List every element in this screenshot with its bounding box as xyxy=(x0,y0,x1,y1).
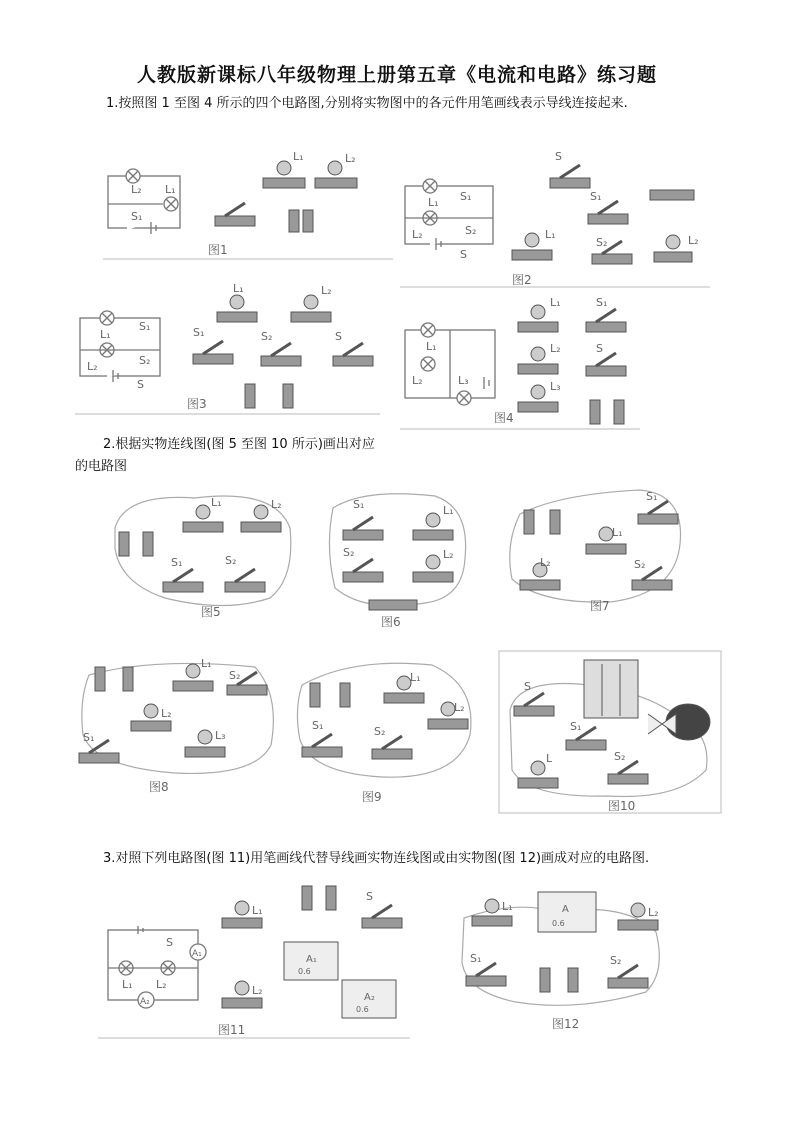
label-L1: L₁ xyxy=(165,183,176,196)
battery-icon xyxy=(283,384,293,408)
battery-icon xyxy=(143,532,153,556)
label-L3: L₃ xyxy=(458,374,469,387)
label-S: S xyxy=(335,330,342,343)
battery-icon xyxy=(340,683,350,707)
lamp-base xyxy=(586,544,626,554)
label-L1: L₁ xyxy=(443,504,454,517)
switch-base xyxy=(215,216,255,226)
figure-caption: 图12 xyxy=(552,1017,580,1031)
figure-caption: 图6 xyxy=(381,615,401,629)
figure-caption: 图8 xyxy=(149,780,169,794)
lamp-base xyxy=(222,918,262,928)
switch-base xyxy=(227,685,267,695)
switch-base xyxy=(586,322,626,332)
battery-icon xyxy=(614,400,624,424)
switch-base xyxy=(372,749,412,759)
bulb-icon xyxy=(144,704,158,718)
label-S: S xyxy=(524,680,531,693)
switch-base xyxy=(302,747,342,757)
label-S2: S₂ xyxy=(634,558,646,571)
label-L1: L₁ xyxy=(612,526,623,539)
bulb-icon xyxy=(230,295,244,309)
battery-icon xyxy=(310,683,320,707)
switch-base xyxy=(592,254,632,264)
figure-12 xyxy=(456,882,670,1034)
label-S2: S₂ xyxy=(229,669,241,682)
meter-label-A1: A₁ xyxy=(306,954,317,965)
figure-8 xyxy=(75,655,285,797)
label-L1: L₁ xyxy=(211,496,222,509)
lamp-base xyxy=(131,721,171,731)
bulb-icon xyxy=(196,505,210,519)
figure-caption: 图1 xyxy=(208,243,228,257)
figure-11 xyxy=(98,880,410,1040)
label-S: S xyxy=(555,150,562,163)
label-S2: S₂ xyxy=(610,954,622,967)
lamp-base xyxy=(413,572,453,582)
label-L2: L₂ xyxy=(271,498,282,511)
battery-icon xyxy=(326,886,336,910)
lamp-base xyxy=(183,522,223,532)
label-L2: L₂ xyxy=(321,284,332,297)
battery-icon xyxy=(550,510,560,534)
label-L2: L₂ xyxy=(412,228,423,241)
battery-pack-icon xyxy=(369,600,417,610)
switch-lever-icon xyxy=(225,203,245,216)
switch-base xyxy=(193,354,233,364)
lamp-base xyxy=(618,920,658,930)
label-L2: L₂ xyxy=(252,984,263,997)
fan-icon xyxy=(648,714,676,734)
lamp-base xyxy=(472,916,512,926)
label-S2: S₂ xyxy=(225,554,237,567)
lamp-base xyxy=(428,719,468,729)
switch-base xyxy=(550,178,590,188)
battery-pack-icon xyxy=(650,190,694,200)
switch-base xyxy=(333,356,373,366)
lamp-base xyxy=(512,250,552,260)
page-title: 人教版新课标八年级物理上册第五章《电流和电路》练习题 xyxy=(136,64,657,86)
label-L3: L₃ xyxy=(550,380,561,393)
question-3-text: 3.对照下列电路图(图 11)用笔画线代替导线画实物连线图或由实物图(图 12)画成对应的电路图. xyxy=(103,851,650,866)
battery-box-icon xyxy=(584,660,638,718)
bulb-icon xyxy=(254,505,268,519)
figure-caption: 图10 xyxy=(608,799,636,813)
label-S2: S₂ xyxy=(343,546,355,559)
label-S2: S₂ xyxy=(374,725,386,738)
battery-icon xyxy=(302,886,312,910)
bulb-icon xyxy=(531,347,545,361)
figure-caption: 图9 xyxy=(362,790,382,804)
bulb-icon xyxy=(525,233,539,247)
lamp-base xyxy=(518,322,558,332)
label-L1: L₁ xyxy=(252,904,263,917)
switch-base xyxy=(225,582,265,592)
label-S1: S₁ xyxy=(460,190,472,203)
lamp-base xyxy=(518,402,558,412)
label-L2: L₂ xyxy=(87,360,98,373)
bulb-icon xyxy=(277,161,291,175)
switch-base xyxy=(608,774,648,784)
label-L: L xyxy=(546,752,553,765)
figure-10 xyxy=(498,650,723,816)
switch-base xyxy=(343,572,383,582)
label-S1: S₁ xyxy=(193,326,205,339)
label-L1: L₁ xyxy=(233,282,244,295)
label-S1: S₁ xyxy=(470,952,482,965)
label-S: S xyxy=(166,936,173,949)
switch-base xyxy=(343,530,383,540)
lamp-base xyxy=(384,693,424,703)
switch-base xyxy=(362,918,402,928)
label-L1: L₁ xyxy=(426,340,437,353)
switch-base xyxy=(261,356,301,366)
switch-base xyxy=(588,214,628,224)
figure-caption: 图3 xyxy=(187,397,207,411)
bulb-icon xyxy=(397,676,411,690)
label-L1: L₁ xyxy=(545,228,556,241)
lamp-base xyxy=(185,747,225,757)
label-S1: S₁ xyxy=(131,210,143,223)
bulb-icon xyxy=(485,899,499,913)
label-L2: L₂ xyxy=(550,342,561,355)
label-L1: L₁ xyxy=(502,900,513,913)
label-S: S xyxy=(366,890,373,903)
label-A2: A₂ xyxy=(140,997,150,1007)
switch-base xyxy=(163,582,203,592)
label-L2: L₂ xyxy=(648,906,659,919)
label-S1: S₁ xyxy=(353,498,365,511)
label-L2: L₂ xyxy=(412,374,423,387)
bulb-icon xyxy=(666,235,680,249)
meter-scale: 0.6 xyxy=(298,967,311,976)
label-L1: L₁ xyxy=(293,150,304,163)
bulb-icon xyxy=(531,385,545,399)
figure-7 xyxy=(500,484,688,619)
label-S2: S₂ xyxy=(139,354,151,367)
lamp-base xyxy=(520,580,560,590)
label-S1: S₁ xyxy=(590,190,602,203)
figure-4 xyxy=(400,292,640,430)
bulb-icon xyxy=(531,305,545,319)
label-L1: L₁ xyxy=(201,657,212,670)
figure-caption: 图11 xyxy=(218,1023,246,1037)
switch-base xyxy=(638,514,678,524)
label-S: S xyxy=(460,248,467,261)
label-S: S xyxy=(137,378,144,391)
lamp-base xyxy=(241,522,281,532)
label-L2: L₂ xyxy=(540,556,551,569)
bulb-icon xyxy=(441,702,455,716)
label-S1: S₁ xyxy=(171,556,183,569)
bulb-icon xyxy=(426,555,440,569)
label-L2: L₂ xyxy=(156,978,167,991)
label-S1: S₁ xyxy=(83,731,95,744)
switch-base xyxy=(586,366,626,376)
battery-icon xyxy=(245,384,255,408)
meter-label-A: A xyxy=(562,904,569,915)
lamp-base xyxy=(413,530,453,540)
label-S2: S₂ xyxy=(614,750,626,763)
battery-icon xyxy=(568,968,578,992)
lamp-base xyxy=(222,998,262,1008)
label-L2: L₂ xyxy=(161,707,172,720)
label-S1: S₁ xyxy=(646,490,658,503)
label-L1: L₁ xyxy=(122,978,133,991)
switch-base xyxy=(608,978,648,988)
battery-icon xyxy=(303,210,313,232)
label-S2: S₂ xyxy=(465,224,477,237)
figure-6 xyxy=(325,488,475,633)
figure-9 xyxy=(292,655,482,805)
bulb-icon xyxy=(328,161,342,175)
lamp-base xyxy=(291,312,331,322)
question-2-text-line2: 的电路图 xyxy=(75,459,128,474)
figure-caption: 图2 xyxy=(512,273,532,287)
label-S: S xyxy=(596,342,603,355)
bulb-icon xyxy=(599,527,613,541)
label-S2: S₂ xyxy=(261,330,273,343)
label-S1: S₁ xyxy=(312,719,324,732)
meter-label-A2: A₂ xyxy=(364,992,375,1003)
bulb-icon xyxy=(426,513,440,527)
label-S2: S₂ xyxy=(596,236,608,249)
battery-icon xyxy=(119,532,129,556)
switch-base xyxy=(514,706,554,716)
bulb-icon xyxy=(304,295,318,309)
lamp-base xyxy=(518,778,558,788)
meter-scale: 0.6 xyxy=(356,1005,369,1014)
label-S1: S₁ xyxy=(570,720,582,733)
question-1-text: 1.按照图 1 至图 4 所示的四个电路图,分别将实物图中的各元件用笔画线表示导线连接起来. xyxy=(106,96,628,111)
bulb-icon xyxy=(198,730,212,744)
figure-caption: 图4 xyxy=(494,411,514,425)
label-L2: L₂ xyxy=(345,152,356,165)
battery-icon xyxy=(123,667,133,691)
bulb-icon xyxy=(186,664,200,678)
label-L1: L₁ xyxy=(100,328,111,341)
question-2-text-line1: 2.根据实物连线图(图 5 至图 10 所示)画出对应 xyxy=(103,437,375,452)
battery-icon xyxy=(540,968,550,992)
label-A1: A₁ xyxy=(192,949,202,959)
bulb-icon xyxy=(531,761,545,775)
label-L1: L₁ xyxy=(428,196,439,209)
lamp-base xyxy=(217,312,257,322)
lamp-base xyxy=(654,252,692,262)
figure-3 xyxy=(75,280,380,415)
figure-caption: 图7 xyxy=(590,599,610,613)
switch-base xyxy=(79,753,119,763)
label-L2: L₂ xyxy=(454,701,465,714)
battery-icon xyxy=(95,667,105,691)
label-L2: L₂ xyxy=(688,234,699,247)
battery-icon xyxy=(524,510,534,534)
label-L3: L₃ xyxy=(215,729,226,742)
label-S1: S₁ xyxy=(596,296,608,309)
bulb-icon xyxy=(235,901,249,915)
lamp-base xyxy=(173,681,213,691)
switch-base xyxy=(466,976,506,986)
label-L1: L₁ xyxy=(550,296,561,309)
switch-base xyxy=(632,580,672,590)
figure-caption: 图5 xyxy=(201,605,221,619)
lamp-base xyxy=(518,364,558,374)
figure-5 xyxy=(105,488,300,623)
figure-2 xyxy=(400,148,710,288)
label-L2: L₂ xyxy=(131,183,142,196)
switch-base xyxy=(566,740,606,750)
label-L1: L₁ xyxy=(410,671,421,684)
battery-icon xyxy=(590,400,600,424)
figure-1 xyxy=(103,148,393,260)
label-S1: S₁ xyxy=(139,320,151,333)
battery-icon xyxy=(289,210,299,232)
bulb-icon xyxy=(235,981,249,995)
lamp-base xyxy=(263,178,305,188)
bulb-icon xyxy=(631,903,645,917)
meter-scale: 0.6 xyxy=(552,919,565,928)
label-L2: L₂ xyxy=(443,548,454,561)
